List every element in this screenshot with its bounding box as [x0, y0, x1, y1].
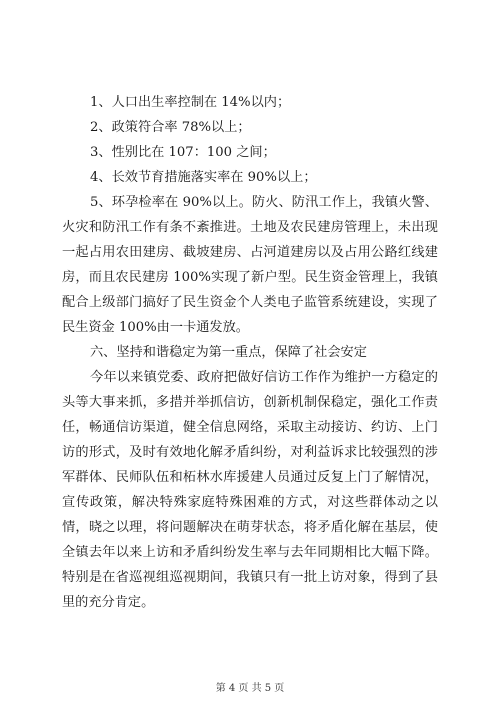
page-content: [62, 90, 438, 615]
list-item-policy-rate: 2、政策符合率 78%以上；: [90, 120, 251, 135]
list-item-contraception-rate: 4、长效节育措施落实率在 90%以上；: [90, 170, 317, 185]
paragraph-management: 5、环孕检率在 90%以上。防火、防汛工作上，我镇火警、火灾和防汛工作有条不紊推进。土地及农民建房管理上，未出现一起占用农田建房、截坡建房、占河道建房以及占用公路红线建房，而且农民建房 100%实现了新户型。民生资金管理上，我镇配合上级部门搞好了民生资金个人类电子监管系统建设，实现了民生资金 100%由一卡通发放。: [62, 195, 438, 335]
page-number-footer: 第 4 页 共 5 页: [215, 683, 285, 694]
paragraph-petition-work: 今年以来镇党委、政府把做好信访工作作为维护一方稳定的头等大事来抓，多措并举抓信访，创新机制保稳定，强化工作责任，畅通信访渠道，健全信息网络，采取主动接访、约访、上门访的形式，及时有效地化解矛盾纠纷，对利益诉求比较强烈的涉军群体、民师队伍和柘林水库援建人员通过反复上门了解情况，宣传政策，解决特殊家庭特殊困难的方式，对这些群体动之以情，晓之以理，将问题解决在萌芽状态，将矛盾化解在基层，使全镇去年以来上访和矛盾纠纷发生率与去年同期相比大幅下降。特别是在省巡视组巡视期间，我镇只有一批上访对象，得到了县里的充分肯定。: [62, 370, 438, 610]
list-item-sex-ratio: 3、性别比在 107：100 之间；: [90, 145, 276, 160]
list-item-birth-rate: 1、人口出生率控制在 14%以内；: [90, 95, 291, 110]
section-heading: 六、坚持和谐稳定为第一重点，保障了社会安定: [90, 345, 367, 360]
